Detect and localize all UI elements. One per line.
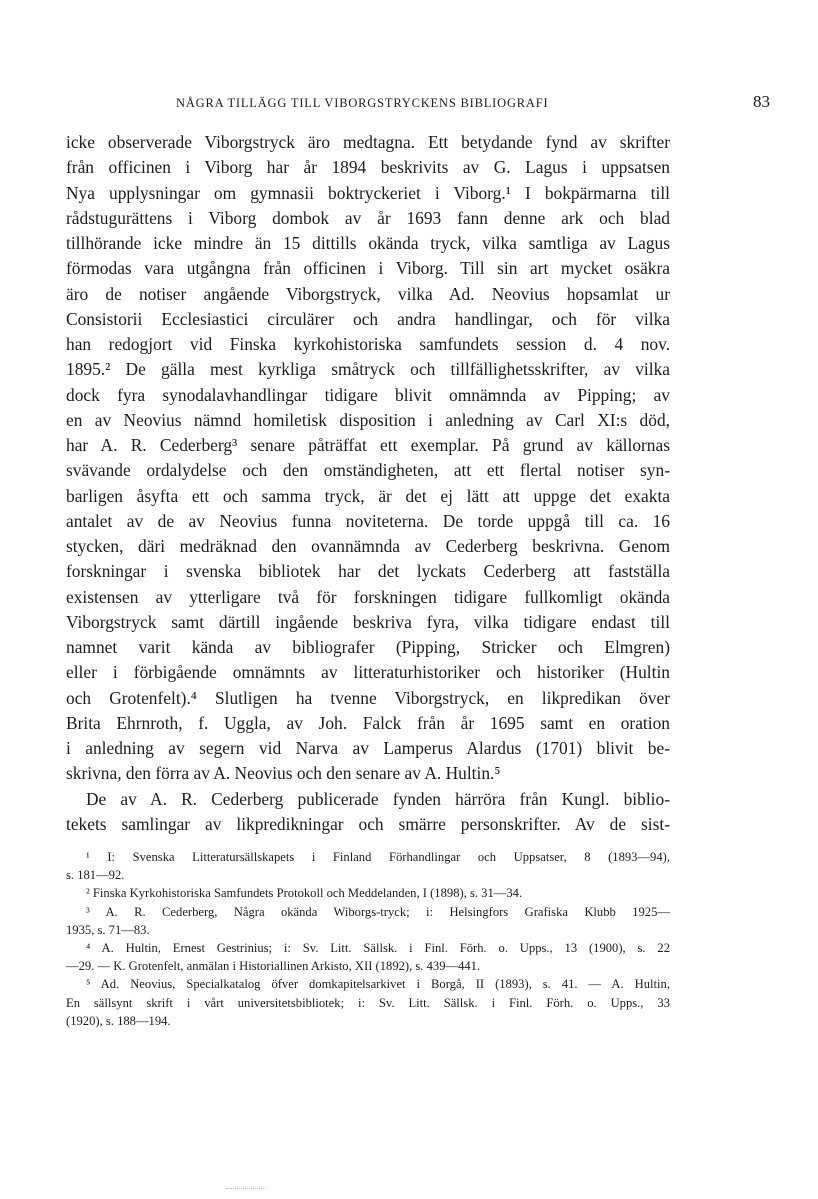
text-line: rådstugurättens i Viborg dombok av år 1693 fann denne ark och blad bbox=[66, 207, 670, 228]
text-line: 1895.² De gälla mest kyrkliga småtryck och tillfällighetsskrifter, av vilka bbox=[66, 359, 670, 380]
text-line: och Grotenfelt).⁴ Slutligen ha tvenne Viborgstryck, en likpredikan över bbox=[66, 687, 670, 708]
text-line: svävande ordalydelse och den omständigheten, att ett flertal notiser syn- bbox=[66, 460, 670, 481]
text-line: De av A. R. Cederberg publicerade fynden härröra från Kungl. biblio- bbox=[86, 788, 670, 809]
running-title: NÅGRA TILLÄGG TILL VIBORGSTRYCKENS BIBLIOGRAFI bbox=[176, 96, 549, 110]
text-line: äro de notiser angående Viborgstryck, vilka Ad. Neovius hopsamlat ur bbox=[66, 283, 670, 304]
footnote bbox=[66, 939, 670, 975]
footnote-line: ⁴ A. Hultin, Ernest Gestrinius; i: Sv. Litt. Sällsk. i Finl. Förh. o. Upps., 13 (1900), s. 22 bbox=[86, 940, 670, 955]
text-line: tekets samlingar av likpredikningar och smärre personskrifter. Av de sist- bbox=[66, 813, 670, 834]
text-line: en av Neovius nämnd homiletisk disposition i anledning av Carl XI:s död, bbox=[66, 409, 670, 430]
text-line: antalet av de av Neovius funna noviteterna. De torde uppgå till ca. 16 bbox=[66, 510, 670, 531]
text-line: stycken, däri medräknad den ovannämnda av Cederberg beskrivna. Genom bbox=[66, 536, 670, 556]
footnote-line: ³ A. R. Cederberg, Några okända Wiborgs-tryck; i: Helsingfors Grafiska Klubb 1925— bbox=[86, 904, 670, 919]
text-line: från officinen i Viborg har år 1894 beskrivits av G. Lagus i uppsatsen bbox=[66, 157, 670, 178]
footnotes bbox=[66, 848, 670, 1030]
text-line: Brita Ehrnroth, f. Uggla, av Joh. Falck från år 1695 samt en oration bbox=[66, 712, 670, 733]
text-line: namnet varit kända av bibliografer (Pipping, Stricker och Elmgren) bbox=[66, 637, 670, 657]
text-line: i anledning av segern vid Narva av Lamperus Alardus (1701) blivit be- bbox=[66, 738, 670, 758]
text-line: forskningar i svenska bibliotek har det lyckats Cederberg att fastställa bbox=[66, 561, 670, 582]
page-number: 83 bbox=[753, 92, 770, 111]
footnote-line: ¹ I: Svenska Litteratursällskapets i Finland Förhandlingar och Uppsatser, 8 (1893—94), bbox=[86, 850, 670, 864]
text-line: icke observerade Viborgstryck äro medtagna. Ett betydande fynd av skrifter bbox=[66, 132, 670, 152]
text-line: dock fyra synodalavhandlingar tidigare blivit omnämnda av Pipping; av bbox=[66, 384, 670, 405]
text-line: Nya upplysningar om gymnasii boktryckeriet i Viborg.¹ I bokpärmarna till bbox=[66, 182, 670, 203]
footnote bbox=[66, 884, 670, 902]
text-line: Consistorii Ecclesiastici circulärer och andra handlingar, och för vilka bbox=[66, 308, 670, 329]
footnote-line: ⁵ Ad. Neovius, Specialkatalog öfver domkapitelsarkivet i Borgå, II (1893), s. 41. — A. Hultin, bbox=[86, 977, 670, 992]
footnote-line: (1920), s. 188—194. bbox=[66, 1013, 171, 1028]
footnote bbox=[66, 848, 670, 884]
scan-speck bbox=[226, 1188, 266, 1191]
main-text bbox=[66, 130, 670, 837]
running-header bbox=[66, 92, 770, 116]
text-line: skrivna, den förra av A. Neovius och den senare av A. Hultin.⁵ bbox=[66, 763, 501, 784]
footnote-line: ² Finska Kyrkohistoriska Samfundets Protokoll och Meddelanden, I (1898), s. 31—34. bbox=[86, 886, 523, 901]
footnote bbox=[66, 975, 670, 1030]
text-line: han redogjort vid Finska kyrkohistoriska samfundets session d. 4 nov. bbox=[66, 334, 670, 354]
footnote-line: s. 181—92. bbox=[66, 868, 125, 883]
text-line: Viborgstryck samt därtill ingående beskriva fyra, vilka tidigare endast till bbox=[66, 611, 670, 632]
text-line: existensen av ytterligare två för forskningen tidigare fullkomligt okända bbox=[66, 586, 670, 607]
text-line: barligen åsyfta ett och samma tryck, är det ej lätt att uppge det exakta bbox=[66, 485, 670, 506]
text-line: eller i förbigående omnämnts av litteraturhistoriker och historiker (Hultin bbox=[66, 662, 670, 683]
footnote-line: 1935, s. 71—83. bbox=[66, 922, 150, 937]
footnote bbox=[66, 903, 670, 939]
footnote-line: En sällsynt skrift i vårt universitetsbibliotek; i: Sv. Litt. Sällsk. i Finl. Förh. o. Upps., 33 bbox=[66, 995, 670, 1010]
text-line: tillhörande icke mindre än 15 dittills okända tryck, vilka samtliga av Lagus bbox=[66, 233, 670, 253]
footnote-line: —29. — K. Grotenfelt, anmälan i Historiallinen Arkisto, XII (1892), s. 439—441. bbox=[66, 959, 481, 974]
text-line: har A. R. Cederberg³ senare påträffat ett exemplar. På grund av källornas bbox=[66, 435, 670, 455]
text-line: förmodas vara utgångna från officinen i Viborg. Till sin art mycket osäkra bbox=[66, 258, 670, 279]
